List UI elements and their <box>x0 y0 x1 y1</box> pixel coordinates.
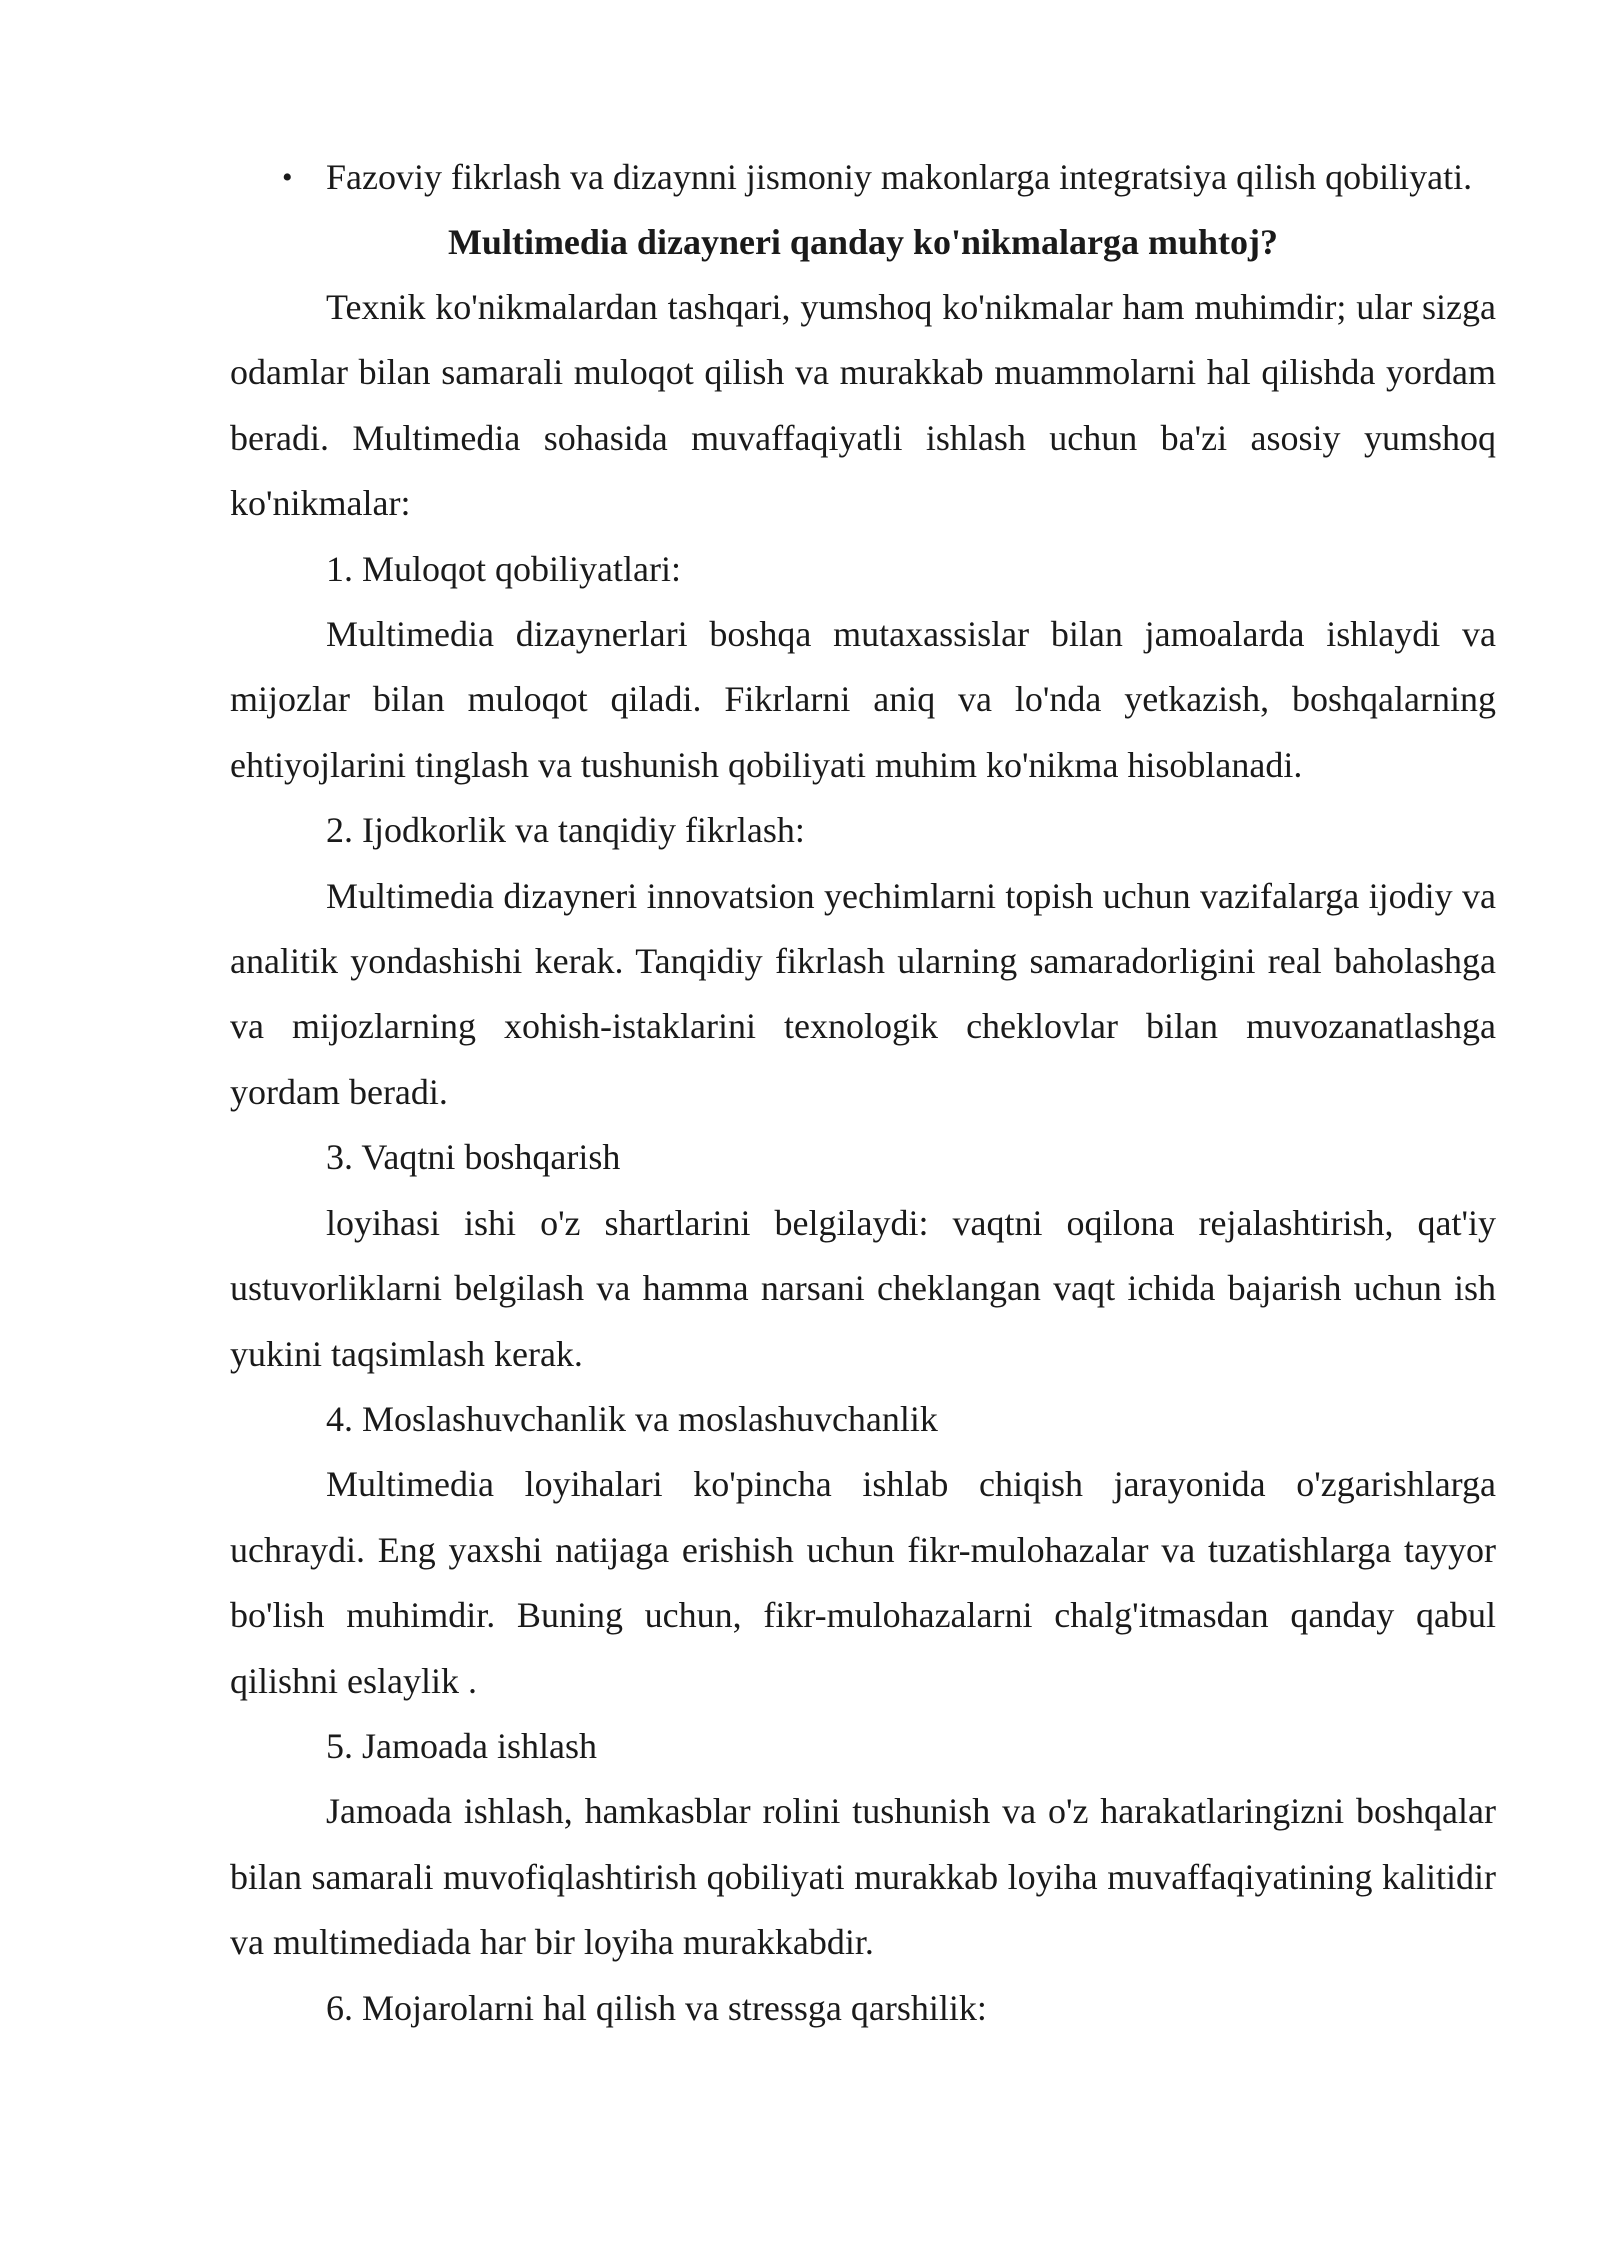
intro-paragraph: Texnik ko'nikmalardan tashqari, yumshoq ko'nikmalar ham muhimdir; ular sizga odamlar bilan samarali muloqot qilish va murakkab muammolarni hal qilishda yordam beradi. Multimedia sohasida muvaffaqiyatli ishlash uchun ba'zi asosiy yumshoq ko'nikmalar: <box>230 287 1496 524</box>
section-title-1: 1. Muloqot qobiliyatlari: <box>326 548 681 589</box>
section-body-2: Multimedia dizayneri innovatsion yechimlarni topish uchun vazifalarga ijodiy va analitik yondashishi kerak. Tanqidiy fikrlash ularning samaradorligini real baholashga va mijozlarning xohish-istaklarini texnologik cheklovlar bilan muvozanatlashga yordam beradi. <box>230 875 1496 1112</box>
document-page <box>230 145 1496 2041</box>
section-title-2: 2. Ijodkorlik va tanqidiy fikrlash: <box>326 810 805 851</box>
section-body-1: Multimedia dizaynerlari boshqa mutaxassislar bilan jamoalarda ishlaydi va mijozlar bilan muloqot qiladi. Fikrlarni aniq va lo'nda yetkazish, boshqalarning ehtiyojlarini tinglash va tushunish qobiliyati muhim ko'nikma hisoblanadi. <box>230 614 1496 785</box>
section-title-6: 6. Mojarolarni hal qilish va stressga qarshilik: <box>326 1987 987 2028</box>
section-heading: Multimedia dizayneri qanday ko'nikmalarga muhtoj? <box>447 222 1279 262</box>
section-title-3: 3. Vaqtni boshqarish <box>326 1137 621 1178</box>
section-body-5: Jamoada ishlash, hamkasblar rolini tushunish va o'z harakatlaringizni boshqalar bilan samarali muvofiqlashtirish qobiliyati murakkab loyiha muvaffaqiyatining kalitidir va multimediada har bir loyiha murakkabdir. <box>230 1791 1496 1963</box>
section-body-3: loyihasi ishi o'z shartlarini belgilaydi: vaqtni oqilona rejalashtirish, qat'iy ustuvorliklarni belgilash va hamma narsani cheklangan vaqt ichida bajarish uchun ish yukini taqsimlash kerak. <box>230 1202 1496 1374</box>
bullet-list-item <box>230 145 1496 210</box>
section-body-4: Multimedia loyihalari ko'pincha ishlab chiqish jarayonida o'zgarishlarga uchraydi. Eng yaxshi natijaga erishish uchun fikr-mulohazalar va tuzatishlarga tayyor bo'lish muhimdir. Buning uchun, fikr-mulohazalarni chalg'itmasdan qanday qabul qilishni eslaylik . <box>230 1464 1496 1701</box>
section-title-4: 4. Moslashuvchanlik va moslashuvchanlik <box>326 1398 938 1439</box>
bullet-dot-icon: • <box>282 161 293 194</box>
section-title-5: 5. Jamoada ishlash <box>326 1725 597 1766</box>
bullet-item-text: Fazoviy fikrlash va dizaynni jismoniy makonlarga integratsiya qilish qobiliyati. <box>326 157 1473 197</box>
